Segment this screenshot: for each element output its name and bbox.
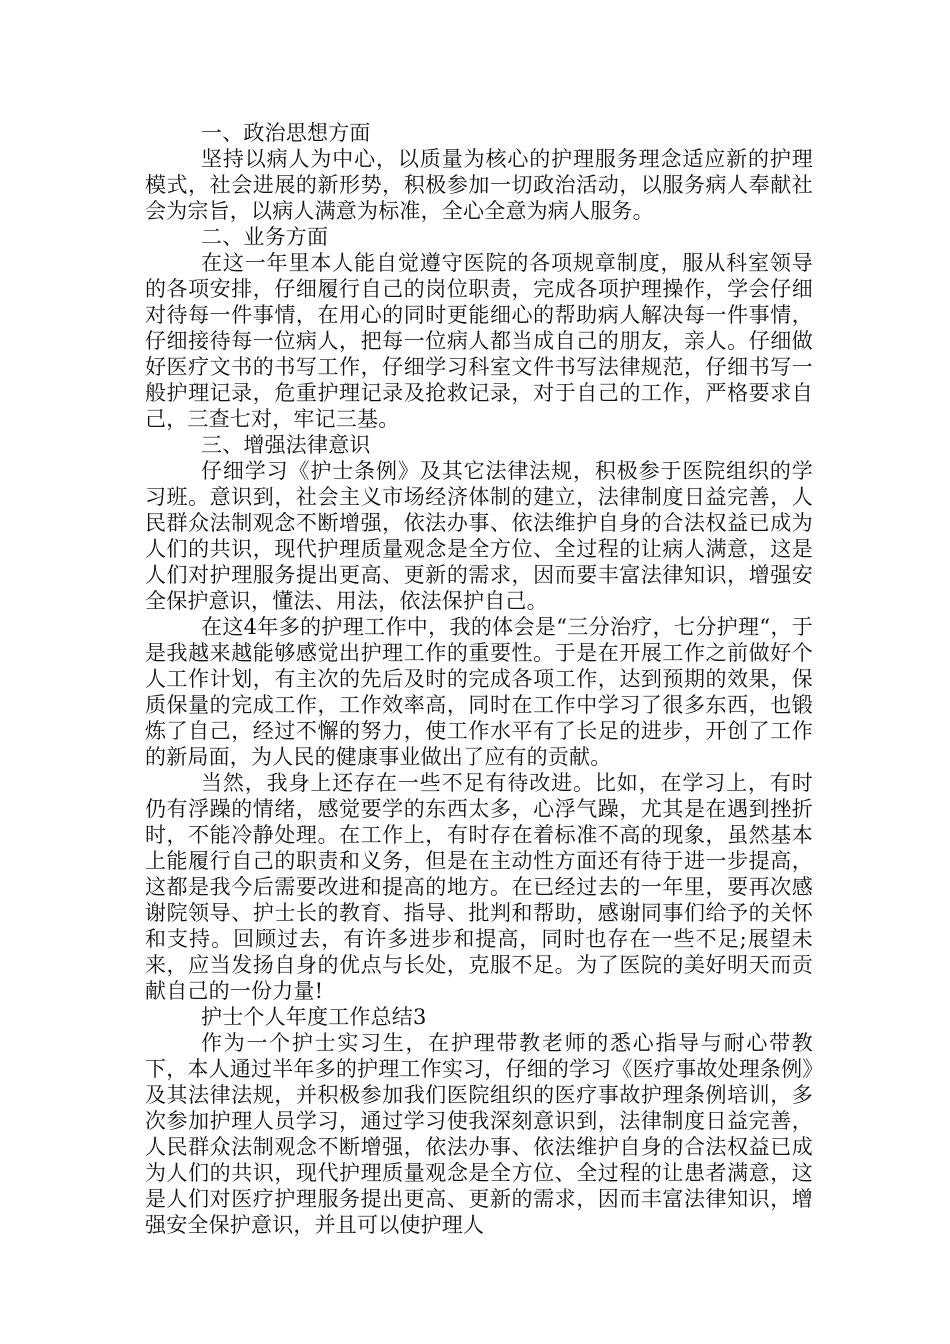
paragraph-intern: 作为一个护士实习生，在护理带教老师的悉心指导与耐心带教下，本人通过半年多的护理工作实习，仔细的学习《医疗事故处理条例》及其法律法规，并积极参加我们医院组织的医疗事故护理条例培训，多次参加护理人员学习，通过学习使我深刻意识到，法律制度日益完善，人民群众法制观念不断增强，依法办事、依法维护自身的合法权益已成为人们的共识，现代护理质量观念是全方位、全过程的让患者满意，这是人们对医疗护理服务提出更高、更新的需求，因而丰富法律知识，增强安全保护意识，并且可以使护理人 xyxy=(145,1031,813,1237)
paragraph-legal-awareness: 仔细学习《护士条例》及其它法律法规，积极参于医院组织的学习班。意识到，社会主义市场经济体制的建立，法律制度日益完善，人民群众法制观念不断增强，依法办事、依法维护自身的合法权益已成为人们的共识，现代护理质量观念是全方位、全过程的让病人满意，这是人们对护理服务提出更高、更新的需求，因而要丰富法律知识，增强安全保护意识，懂法、用法，依法保护自己。 xyxy=(145,459,813,613)
heading-legal-awareness: 三、增强法律意识 xyxy=(201,433,371,457)
heading-professional: 二、业务方面 xyxy=(201,225,329,249)
paragraph-political: 坚持以病人为中心，以质量为核心的护理服务理念适应新的护理模式，社会进展的新形势，积极参加一切政治活动，以服务病人奉献社会为宗旨，以病人满意为标准，全心全意为病人服务。 xyxy=(145,147,813,223)
document-page xyxy=(145,120,813,1238)
heading-summary-3: 护士个人年度工作总结3 xyxy=(201,1005,427,1029)
paragraph-experience: 在这4年多的护理工作中，我的体会是“三分治疗，七分护理“，于是我越来越能够感觉出护理工作的重要性。于是在开展工作之前做好个人工作计划，有主次的先后及时的完成各项工作，达到预期的效果，保质保量的完成工作，工作效率高，同时在工作中学习了很多东西，也锻炼了自己，经过不懈的努力，使工作水平有了长足的进步，开创了工作的新局面，为人民的健康事业做出了应有的贡献。 xyxy=(145,615,813,769)
paragraph-shortcomings: 当然，我身上还存在一些不足有待改进。比如，在学习上，有时仍有浮躁的情绪，感觉要学的东西太多，心浮气躁，尤其是在遇到挫折时，不能冷静处理。在工作上，有时存在着标准不高的现象，虽然基本上能履行自己的职责和义务，但是在主动性方面还有待于进一步提高，这都是我今后需要改进和提高的地方。在已经过去的一年里，要再次感谢院领导、护士长的教育、指导、批判和帮助，感谢同事们给予的关怀和支持。回顾过去，有许多进步和提高，同时也存在一些不足;展望未来，应当发扬自身的优点与长处，克服不足。为了医院的美好明天而贡献自己的一份力量! xyxy=(145,771,813,1003)
paragraph-professional: 在这一年里本人能自觉遵守医院的各项规章制度，服从科室领导的各项安排，仔细履行自己的岗位职责，完成各项护理操作，学会仔细对待每一件事情，在用心的同时更能细心的帮助病人解决每一件事情，仔细接待每一位病人，把每一位病人都当成自己的朋友，亲人。仔细做好医疗文书的书写工作，仔细学习科室文件书写法律规范，仔细书写一般护理记录，危重护理记录及抢救记录，对于自己的工作，严格要求自己，三查七对，牢记三基。 xyxy=(145,251,813,431)
heading-political: 一、政治思想方面 xyxy=(201,121,371,145)
